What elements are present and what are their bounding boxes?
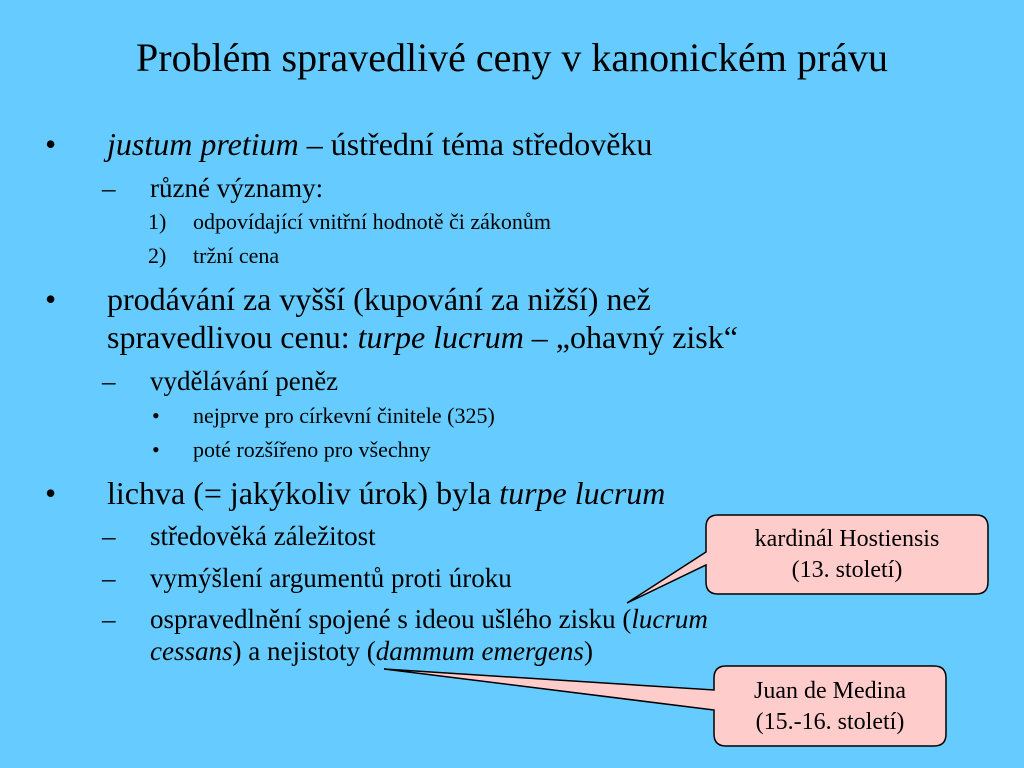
callout-medina: Juan de Medina (15.-16. století) (754, 678, 906, 735)
dash-marker: – (102, 563, 116, 593)
sub-item-vydelavani: – vydělávání peněz (102, 366, 339, 396)
dash-marker: – (102, 604, 116, 634)
dash-marker: – (102, 366, 116, 396)
sub-sub-item-vsechny: • poté rozšířeno pro všechny (152, 437, 431, 462)
bullet-prodavani: • prodávání za vyšší (kupování za nižší) než (45, 281, 651, 317)
slide-title: Problém spravedlivé ceny v kanonickém právu (136, 35, 888, 80)
sub-item-stredoveka: – středověká záležitost (102, 521, 376, 551)
dash-marker: – (102, 173, 116, 203)
dash-marker: – (102, 521, 116, 551)
bullet-marker: • (45, 281, 57, 317)
bullet-marker: • (152, 403, 160, 428)
numbered-item-1: 1) odpovídající vnitřní hodnotě či zákonům (148, 209, 552, 234)
sub-item-ospravedlneni-line2: cessans) a nejistoty (dammum emergens) (150, 636, 593, 666)
numbered-item-2: 2) tržní cena (148, 243, 280, 268)
bullet-prodavani-line2: spravedlivou cenu: turpe lucrum – „ohavný zisk“ (107, 319, 738, 355)
bullet-marker: • (45, 126, 57, 162)
bullet-marker: • (45, 475, 57, 511)
sub-sub-item-cirkevni: • nejprve pro církevní činitele (325) (152, 403, 495, 428)
sub-item-argumenty: – vymýšlení argumentů proti úroku (102, 563, 512, 593)
bullet-marker: • (152, 437, 160, 462)
sub-item-meanings: – různé významy: (102, 173, 324, 203)
bullet-text: justum pretium – ústřední téma středověku (107, 126, 653, 162)
callout-hostiensis: kardinál Hostiensis (13. století) (754, 526, 940, 583)
bullet-lichva: • lichva (= jakýkoliv úrok) byla turpe lucrum (45, 475, 666, 511)
sub-item-ospravedlneni: – ospravedlnění spojené s ideou ušlého zisku (lucrum (102, 604, 708, 634)
